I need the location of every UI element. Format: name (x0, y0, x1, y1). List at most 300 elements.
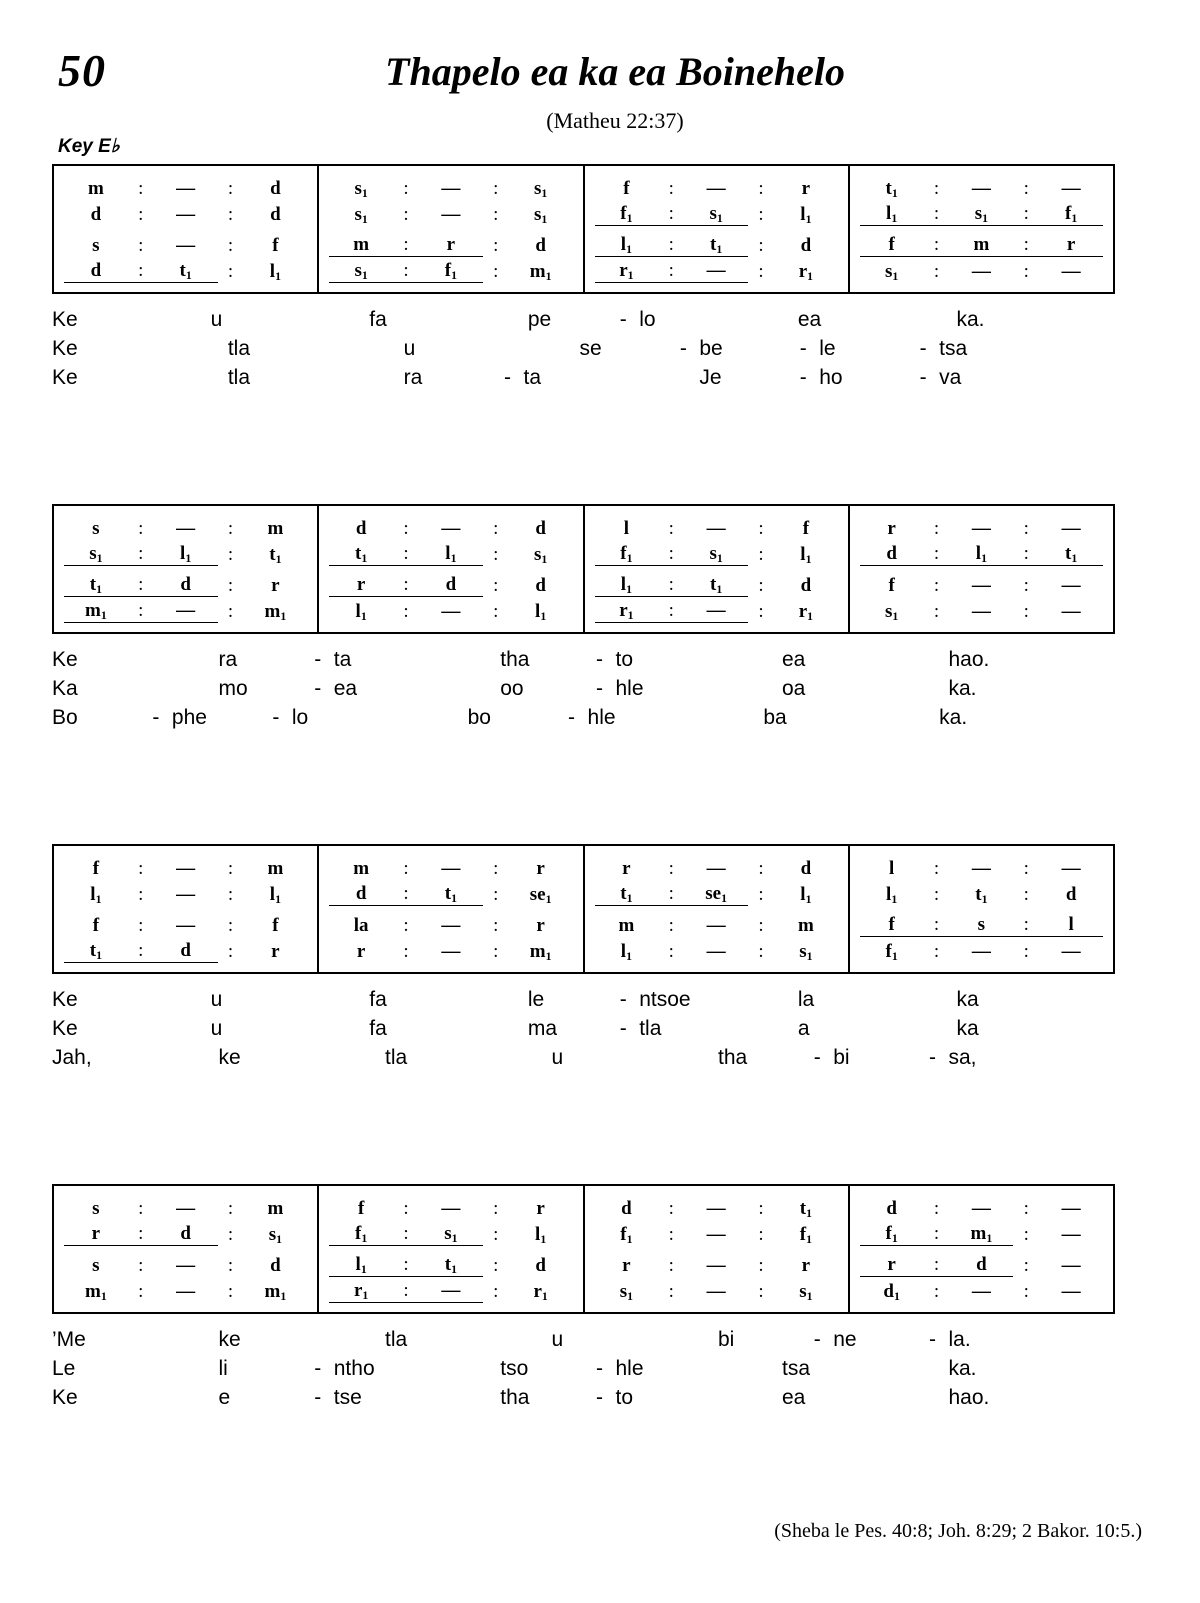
beat-separator: : (227, 601, 234, 622)
voice-part (595, 1194, 838, 1220)
voice-part (595, 597, 838, 623)
solfa-note: — (176, 858, 196, 879)
solfa-note: d (950, 1255, 1014, 1277)
lyric-word: le (527, 987, 545, 1011)
beat-separator: : (403, 1198, 409, 1219)
beat-separator: : (1023, 1224, 1029, 1245)
lyrics-block (52, 985, 1115, 1072)
lyric-word: lo (291, 705, 309, 729)
solfa-note: — (441, 178, 461, 199)
solfa-note: $s_1$ (684, 204, 748, 226)
voice-part (64, 1194, 307, 1220)
lyric-word: tla (227, 365, 250, 389)
beat-separator: : (1023, 941, 1029, 962)
solfa-note: $t_1$ (154, 261, 218, 283)
syllable-hyphen: - (314, 1385, 322, 1409)
voice-part (329, 514, 572, 540)
lyric-word: pe (527, 307, 552, 331)
solfa-note: d (270, 1255, 281, 1276)
solfa-note: $r_1$ (798, 601, 814, 623)
beat-separator: : (128, 544, 154, 566)
lyric-word: hle (615, 676, 644, 700)
solfa-note: r (536, 858, 545, 879)
syllable-hyphen: - (799, 336, 807, 360)
lyric-word: e (218, 1385, 231, 1409)
solfa-note: $t_1$ (64, 941, 128, 963)
beat-separator: : (403, 915, 409, 936)
beat-separator: : (933, 261, 940, 282)
solfa-note: — (971, 1198, 991, 1219)
solfa-note: — (1061, 601, 1081, 622)
solfa-note: — (441, 601, 461, 622)
voice-part (64, 174, 307, 200)
measure (850, 1186, 1113, 1312)
beat-separator: : (1013, 235, 1039, 257)
solfa-note: — (1061, 1255, 1081, 1276)
solfa-note: $d_1$ (883, 1281, 900, 1303)
beat-separator: : (1023, 518, 1029, 539)
beat-separator: : (138, 915, 144, 936)
lyric-word: oo (500, 676, 524, 700)
beat-separator: : (1023, 884, 1029, 905)
solfa-note: d (621, 1198, 632, 1219)
measure (319, 846, 584, 972)
solfa-note: — (706, 915, 726, 936)
solfa-note: $m_1$ (950, 1224, 1014, 1246)
beat-separator: : (227, 858, 234, 879)
solfa-note: l (888, 858, 895, 879)
beat-separator: : (1023, 1281, 1029, 1302)
lyric-word: Ke (52, 365, 78, 389)
solfa-note: f (623, 178, 630, 199)
solfa-note: m (87, 178, 104, 199)
voice-part (595, 911, 838, 937)
solfa-note: r (801, 1255, 811, 1276)
solfa-note: f (888, 575, 895, 596)
beat-separator: : (493, 261, 499, 282)
syllable-hyphen: - (504, 365, 512, 389)
lyric-word: ke (218, 1327, 241, 1351)
solfa-note: $se_1$ (529, 884, 552, 906)
lyric-word: ka. (948, 1356, 977, 1380)
beat-separator: : (138, 518, 144, 539)
measure (850, 166, 1113, 292)
solfa-note: la (353, 915, 369, 936)
music-system (52, 1184, 1115, 1314)
lyric-word: Ke (52, 307, 78, 331)
voice-part (329, 880, 572, 906)
lyric-word: phe (171, 705, 207, 729)
beat-separator: : (658, 544, 684, 566)
solfa-note: $l_1$ (800, 884, 812, 906)
beat-separator: : (933, 884, 940, 905)
lyric-word: ba (763, 705, 787, 729)
voice-part (64, 571, 307, 597)
measure (319, 166, 584, 292)
solfa-note: m (267, 518, 284, 539)
voice-part (64, 1277, 307, 1303)
solfa-note: — (971, 178, 991, 199)
solfa-note: $f_1$ (885, 941, 898, 963)
measure (54, 846, 319, 972)
beat-separator: : (1013, 544, 1039, 566)
beat-separator: : (1023, 261, 1029, 282)
beat-separator: : (668, 858, 674, 879)
beat-separator: : (393, 1281, 419, 1303)
solfa-note: $s_1$ (950, 204, 1014, 226)
beat-separator: : (227, 575, 234, 596)
measure (585, 1186, 850, 1312)
solfa-note: — (684, 601, 748, 623)
voice-part (64, 1220, 307, 1246)
syllable-hyphen: - (919, 336, 927, 360)
beat-separator: : (138, 1198, 144, 1219)
scripture-subtitle: (Matheu 22:37) (546, 108, 684, 133)
lyric-word: ea (782, 647, 806, 671)
solfa-note: — (176, 518, 196, 539)
syllable-hyphen: - (596, 1356, 603, 1380)
solfa-note: l (623, 518, 630, 539)
solfa-note: f (92, 858, 100, 879)
solfa-note: $s_1$ (684, 544, 748, 566)
lyric-word: tsa (782, 1356, 811, 1380)
solfa-note: d (64, 261, 128, 283)
beat-separator: : (493, 858, 499, 879)
lyric-line (52, 1325, 1115, 1354)
solfa-note: — (176, 1255, 196, 1276)
solfa-note: r (536, 915, 545, 936)
music-system (52, 844, 1115, 974)
solfa-note: r (622, 1255, 631, 1276)
voice-part (64, 200, 307, 226)
solfa-note: $s_1$ (354, 178, 368, 200)
solfa-note: d (90, 204, 102, 225)
solfa-note: $l_1$ (355, 601, 367, 623)
syllable-hyphen: - (813, 1327, 821, 1351)
beat-separator: : (403, 601, 409, 622)
lyric-word: lo (639, 307, 656, 331)
lyric-word: Le (52, 1356, 76, 1380)
lyric-word: ntsoe (639, 987, 691, 1011)
lyric-word: ea (333, 676, 358, 700)
beat-separator: : (668, 1198, 674, 1219)
solfa-note: f (272, 235, 279, 256)
solfa-note: — (971, 575, 991, 596)
solfa-note: — (1061, 1198, 1081, 1219)
beat-separator: : (493, 941, 499, 962)
beat-separator: : (668, 1255, 674, 1276)
beat-separator: : (128, 575, 154, 597)
beat-separator: : (933, 941, 940, 962)
syllable-hyphen: - (799, 365, 807, 389)
lyric-word: ea (797, 307, 822, 331)
solfa-note: $m_1$ (529, 261, 552, 283)
solfa-note: d (270, 204, 281, 225)
beat-separator: : (227, 544, 234, 565)
syllable-hyphen: - (813, 1045, 821, 1069)
voice-part (595, 200, 838, 226)
beat-separator: : (933, 518, 940, 539)
lyric-word: u (210, 307, 223, 331)
voice-part (860, 1194, 1103, 1220)
beat-separator: : (393, 544, 419, 566)
beat-separator: : (393, 884, 419, 906)
lyric-line (52, 645, 1115, 674)
beat-separator: : (138, 178, 144, 199)
lyric-word: ka (956, 1016, 979, 1040)
beat-separator: : (758, 884, 764, 905)
solfa-note: — (1061, 1224, 1081, 1245)
voice-part (860, 257, 1103, 283)
solfa-note: r (887, 518, 896, 539)
beat-separator: : (393, 1224, 419, 1246)
solfa-note: $l_1$ (329, 1255, 393, 1277)
beat-separator: : (227, 204, 234, 225)
beat-separator: : (658, 575, 684, 597)
beat-separator: : (493, 204, 499, 225)
solfa-note: $l_1$ (950, 544, 1014, 566)
solfa-note: d (535, 518, 546, 539)
solfa-note: — (971, 518, 991, 539)
lyric-word: Ke (52, 1385, 78, 1409)
lyrics-block (52, 305, 1115, 392)
beat-separator: : (138, 235, 144, 256)
beat-separator: : (658, 884, 684, 906)
solfa-note: $l_1$ (595, 235, 659, 257)
solfa-note: $t_1$ (419, 1255, 483, 1277)
voice-part (595, 937, 838, 963)
voice-part (329, 937, 572, 963)
solfa-note: — (706, 858, 726, 879)
solfa-note: d (535, 235, 546, 256)
beat-separator: : (393, 261, 419, 283)
solfa-note: d (419, 575, 483, 597)
beat-separator: : (668, 518, 674, 539)
solfa-note: d (800, 235, 812, 256)
beat-separator: : (758, 235, 764, 256)
solfa-note: d (535, 1255, 546, 1276)
beat-separator: : (138, 858, 144, 879)
lyric-word: u (551, 1327, 564, 1351)
solfa-note: f (92, 915, 100, 936)
solfa-note: r (64, 1224, 128, 1246)
voice-part (64, 880, 307, 906)
solfa-note: $s_1$ (419, 1224, 483, 1246)
solfa-note: $s_1$ (619, 1281, 634, 1303)
beat-separator: : (668, 941, 674, 962)
syllable-hyphen: - (568, 705, 576, 729)
lyric-word: la (797, 987, 815, 1011)
voice-part (595, 514, 838, 540)
measure (319, 506, 584, 632)
solfa-note: — (971, 941, 991, 962)
beat-separator: : (758, 1198, 764, 1219)
solfa-note: $t_1$ (684, 575, 748, 597)
beat-separator: : (138, 1281, 144, 1302)
solfa-note: $l_1$ (595, 575, 659, 597)
syllable-hyphen: - (919, 365, 927, 389)
music-system (52, 164, 1115, 294)
voice-part (329, 1220, 572, 1246)
solfa-note: r (801, 178, 811, 199)
beat-separator: : (227, 1281, 234, 1302)
beat-separator: : (227, 178, 234, 199)
beat-separator: : (227, 518, 234, 539)
beat-separator: : (668, 178, 674, 199)
solfa-note: $f_1$ (860, 1224, 924, 1246)
solfa-note: $s_1$ (268, 1224, 283, 1246)
solfa-note: m (618, 915, 635, 936)
solfa-note: $m_1$ (85, 1281, 107, 1303)
solfa-note: — (441, 915, 461, 936)
beat-separator: : (924, 204, 950, 226)
solfa-note: r (271, 941, 280, 962)
beat-separator: : (128, 1224, 154, 1246)
lyric-word: ke (218, 1045, 241, 1069)
solfa-note: — (1061, 178, 1081, 199)
voice-part (860, 200, 1103, 226)
solfa-note: $f_1$ (1039, 204, 1103, 226)
voice-part (595, 1220, 838, 1246)
solfa-note: $s_1$ (354, 204, 368, 226)
solfa-note: — (706, 941, 726, 962)
beat-separator: : (493, 544, 499, 565)
voice-part (64, 514, 307, 540)
solfa-note: $t_1$ (1039, 544, 1103, 566)
beat-separator: : (1023, 1198, 1029, 1219)
lyric-word: hle (587, 705, 616, 729)
beat-separator: : (668, 1224, 674, 1245)
lyric-word: fa (369, 307, 387, 331)
solfa-note: d (270, 178, 281, 199)
beat-separator: : (1023, 575, 1029, 596)
solfa-note: — (1061, 858, 1081, 879)
solfa-note: — (706, 1255, 726, 1276)
solfa-note: s (950, 915, 1014, 937)
lyric-word: bi (833, 1045, 850, 1069)
lyric-word: Je (699, 365, 722, 389)
lyric-word: fa (369, 1016, 387, 1040)
voice-part (595, 1251, 838, 1277)
solfa-note: m (267, 1198, 284, 1219)
beat-separator: : (924, 915, 950, 937)
lyric-word: ra (403, 365, 423, 389)
beat-separator: : (403, 858, 409, 879)
beat-separator: : (924, 1255, 950, 1277)
voice-part (860, 911, 1103, 937)
beat-separator: : (493, 575, 499, 596)
solfa-note: $t_1$ (595, 884, 659, 906)
solfa-note: $l_1$ (800, 544, 812, 566)
lyric-word: tla (385, 1327, 408, 1351)
solfa-note: r (536, 1198, 545, 1219)
lyric-word: ho (819, 365, 843, 389)
solfa-note: $l_1$ (886, 884, 898, 906)
solfa-note: $s_1$ (799, 941, 813, 963)
solfa-note: $f_1$ (419, 261, 483, 283)
beat-separator: : (933, 575, 940, 596)
beat-separator: : (128, 601, 154, 623)
voice-part (860, 571, 1103, 597)
beat-separator: : (758, 518, 764, 539)
voice-part (860, 880, 1103, 906)
solfa-note: — (684, 261, 748, 283)
lyric-word: bo (467, 705, 491, 729)
lyric-line (52, 674, 1115, 703)
solfa-note: $s_1$ (884, 601, 899, 623)
beat-separator: : (924, 1224, 950, 1246)
beat-separator: : (128, 941, 154, 963)
lyric-word: to (615, 647, 634, 671)
solfa-note: $l_1$ (620, 941, 632, 963)
syllable-hyphen: - (314, 676, 322, 700)
voice-part (329, 174, 572, 200)
solfa-note: $l_1$ (419, 544, 483, 566)
solfa-note: $t_1$ (799, 1198, 812, 1220)
measure (585, 166, 850, 292)
voice-part (329, 200, 572, 226)
solfa-note: $r_1$ (329, 1281, 393, 1303)
syllable-hyphen: - (314, 1356, 322, 1380)
solfa-note: d (800, 858, 812, 879)
solfa-note: — (176, 1281, 196, 1302)
solfa-note: — (971, 261, 991, 282)
beat-separator: : (403, 178, 409, 199)
beat-separator: : (403, 204, 409, 225)
voice-part (860, 174, 1103, 200)
beat-separator: : (393, 1255, 419, 1277)
beat-separator: : (393, 235, 419, 257)
voice-part (595, 540, 838, 566)
solfa-note: — (176, 178, 196, 199)
lyric-word: hao. (948, 647, 990, 671)
lyric-word: ne (833, 1327, 857, 1351)
measure (585, 846, 850, 972)
solfa-note: r (329, 575, 393, 597)
syllable-hyphen: - (619, 307, 627, 331)
beat-separator: : (393, 575, 419, 597)
lyric-line (52, 334, 1115, 363)
solfa-note: r (271, 575, 280, 596)
voice-part (860, 1277, 1103, 1303)
solfa-note: $s_1$ (329, 261, 393, 283)
voice-part (595, 1277, 838, 1303)
lyric-word: mo (218, 676, 248, 700)
beat-separator: : (758, 261, 764, 282)
solfa-note: — (441, 518, 461, 539)
syllable-hyphen: - (679, 336, 687, 360)
voice-part (329, 597, 572, 623)
voice-part (329, 854, 572, 880)
solfa-note: — (706, 1224, 726, 1245)
voice-part (595, 571, 838, 597)
syllable-hyphen: - (929, 1327, 936, 1351)
lyric-word: ta (523, 365, 542, 389)
solfa-note: d (154, 575, 218, 597)
voice-part (329, 1194, 572, 1220)
solfa-note: $f_1$ (329, 1224, 393, 1246)
lyric-word: sa, (948, 1045, 977, 1069)
solfa-note: — (176, 204, 196, 225)
lyric-word: u (210, 987, 223, 1011)
voice-part (595, 231, 838, 257)
footer-reference: (Sheba le Pes. 40:8; Joh. 8:29; 2 Bakor. 10:5.) (774, 1520, 1142, 1542)
beat-separator: : (658, 204, 684, 226)
lyric-word: ’Me (52, 1327, 86, 1351)
measure (585, 506, 850, 632)
syllable-hyphen: - (596, 676, 603, 700)
lyric-word: tsa (939, 336, 968, 360)
